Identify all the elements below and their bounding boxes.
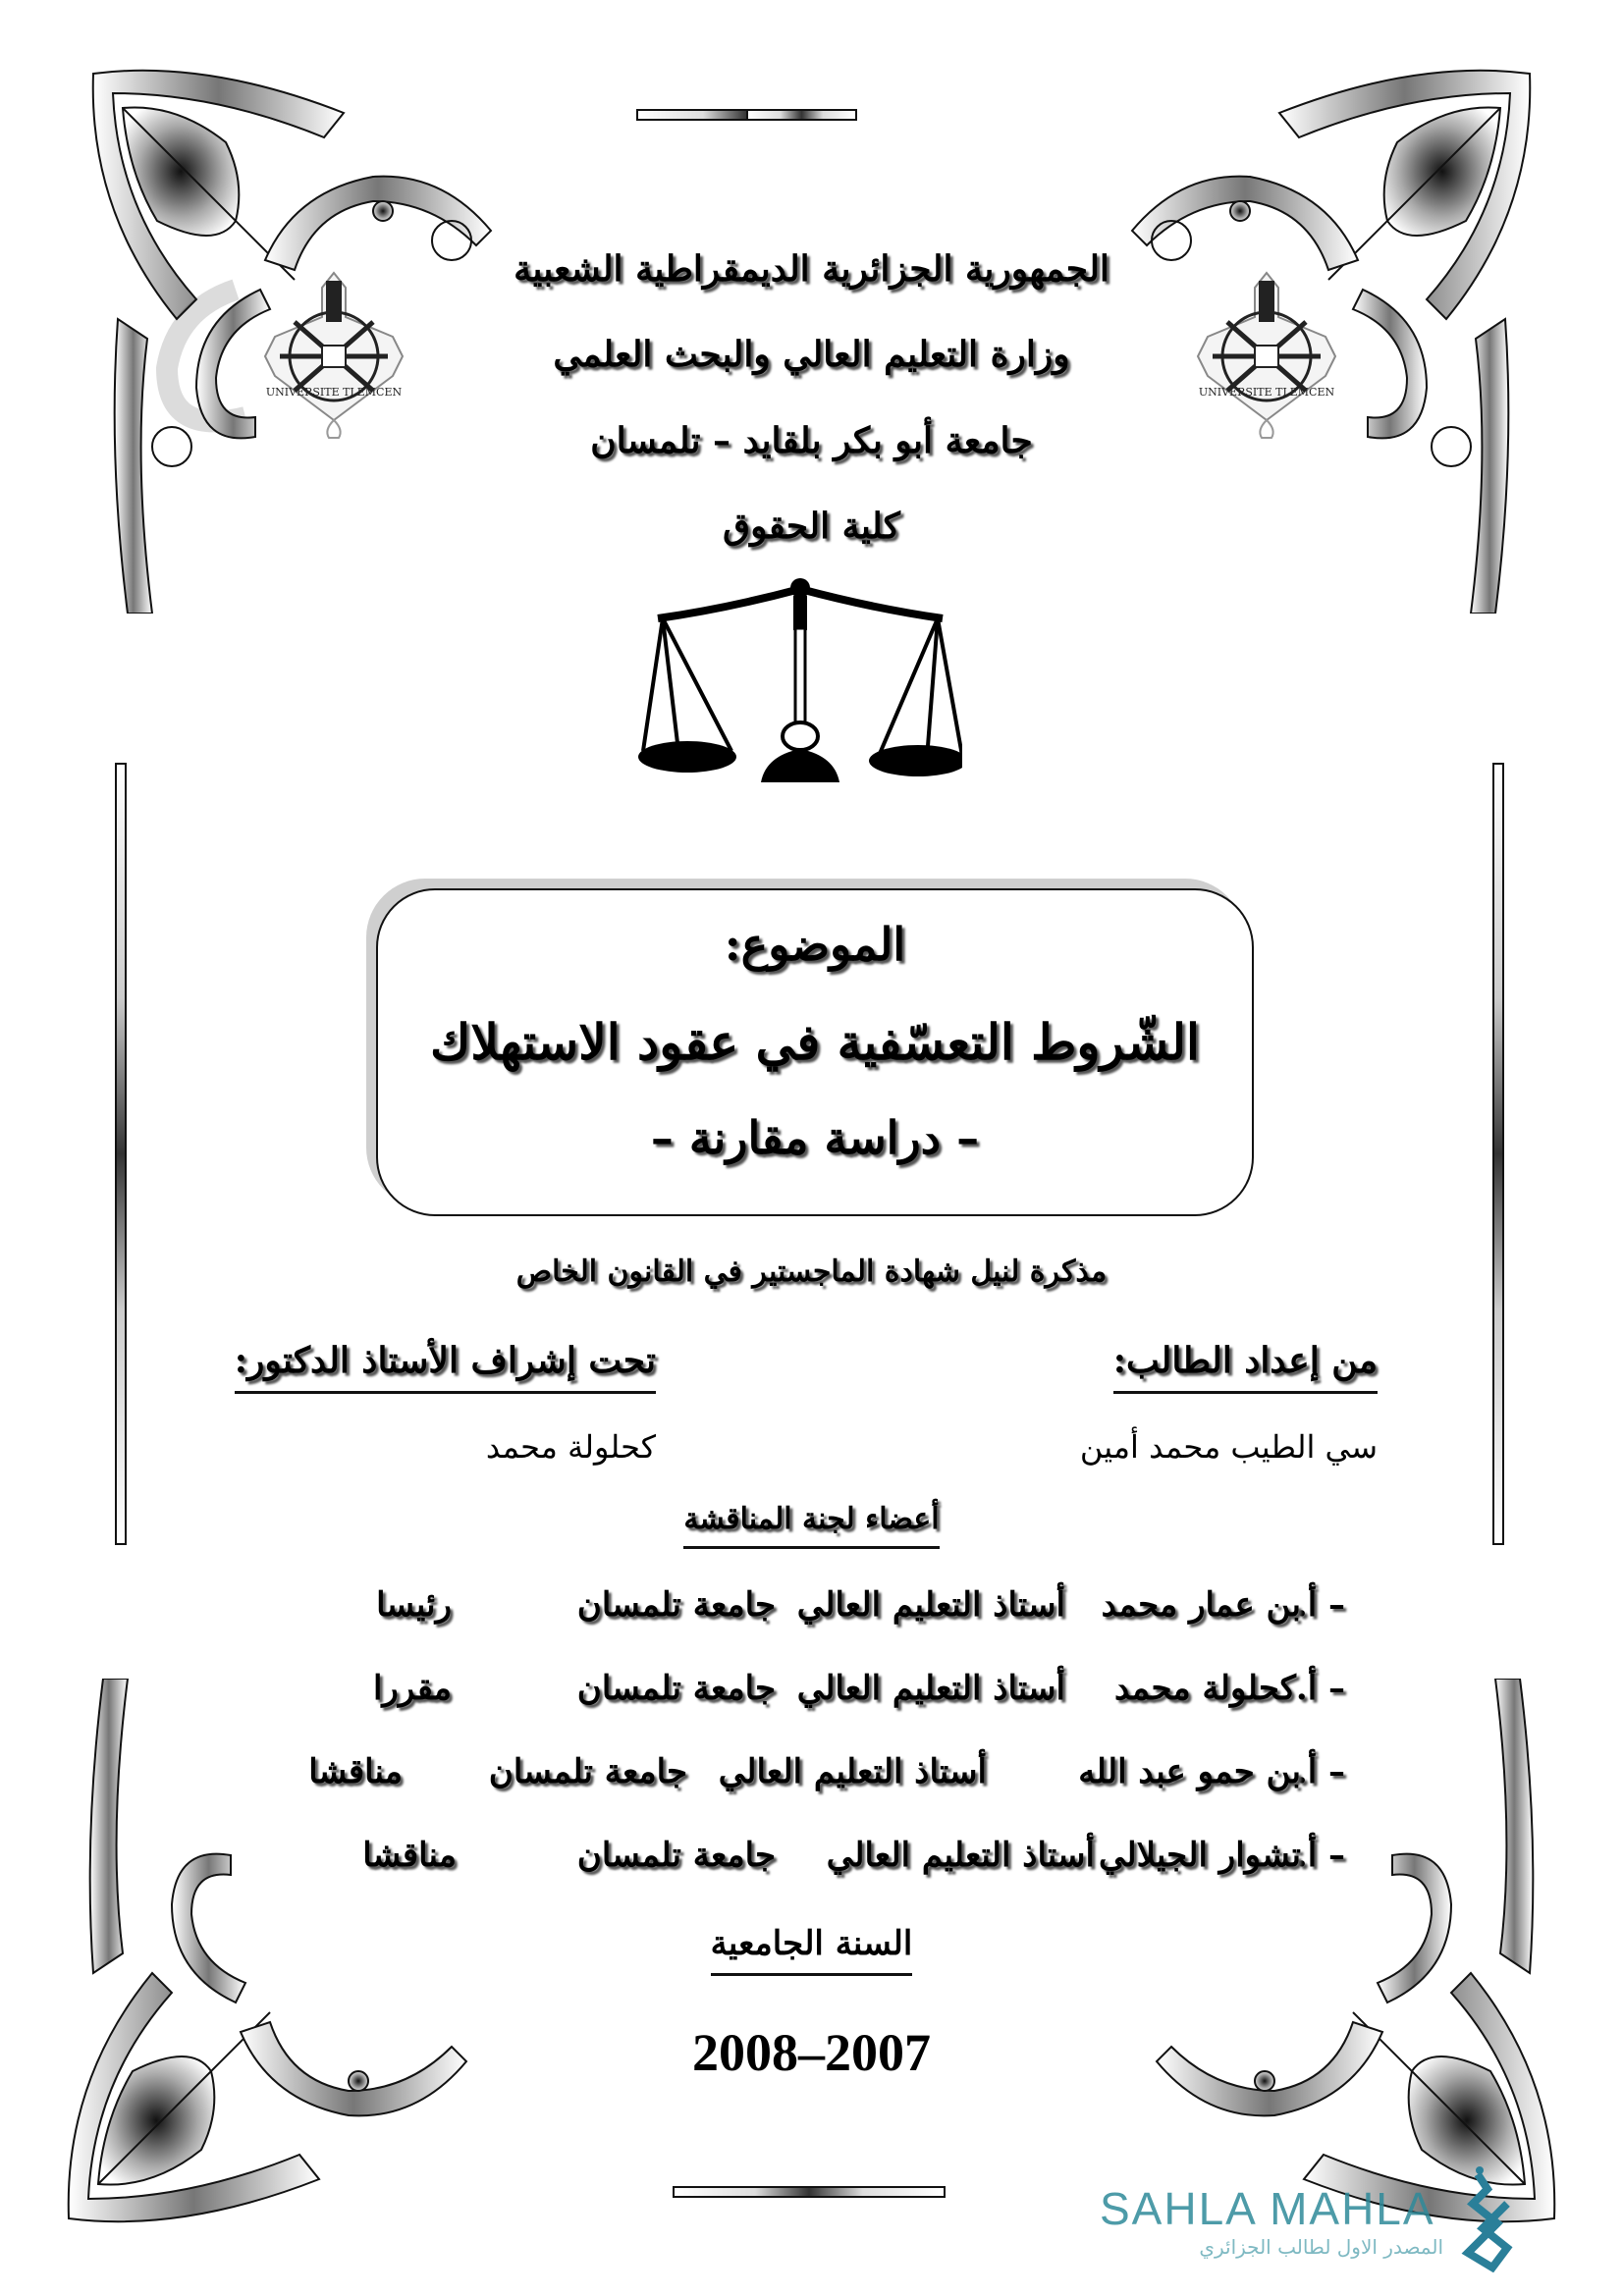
thesis-subtitle: – دراسة مقارنة – [650, 1111, 980, 1164]
subject-label: الموضوع: [724, 918, 906, 971]
member-prefix: – أ. [1295, 1585, 1345, 1625]
committee-member-row [324, 1669, 1345, 1728]
member-prefix: – أ. [1295, 1836, 1345, 1875]
member-institution: جامعة تلمسان [576, 1836, 776, 1875]
student-label-text: من إعداد الطالب: [1113, 1340, 1378, 1394]
member-rank: أستاذ التعليم العالي [796, 1585, 1065, 1625]
student-name: سي الطيب محمد أمين [1079, 1428, 1378, 1466]
committee-heading-text: أعضاء لجنة المناقشة [683, 1502, 939, 1549]
watermark-tagline: المصدر الاول لطالب الجزائري [1199, 2235, 1443, 2259]
member-rank: أستاذ التعليم العالي [718, 1752, 987, 1791]
supervisor-label-text: تحت إشراف الأستاذ الدكتور: [235, 1340, 656, 1394]
member-rank: أستاذ التعليم العالي [796, 1669, 1065, 1708]
member-name: كحلولة محمد [1113, 1669, 1296, 1708]
academic-year-label-text: السنة الجامعية [711, 1924, 913, 1976]
member-role: مناقشا [308, 1752, 403, 1791]
university-name: جامعة أبو بكر بلقايد – تلمسان [590, 420, 1033, 461]
ministry-name: وزارة التعليم العالي والبحث العلمي [553, 334, 1070, 375]
member-name: تشوار الجيلالي [1098, 1836, 1301, 1875]
student-label [1113, 1340, 1378, 1394]
frame-bar-left [115, 763, 127, 1545]
member-institution: جامعة تلمسان [488, 1752, 687, 1791]
member-name: بن عمار محمد [1101, 1585, 1301, 1625]
member-prefix: – أ. [1295, 1752, 1345, 1791]
thesis-title: الشّروط التعسّفية في عقود الاستهلاك [430, 1013, 1200, 1071]
committee-member-row [324, 1836, 1345, 1895]
member-prefix: – أ. [1295, 1669, 1345, 1708]
committee-heading [0, 1502, 1623, 1549]
watermark-brand: SAHLA MAHLA [1100, 2183, 1435, 2234]
supervisor-name: كحلولة محمد [485, 1428, 656, 1466]
supervisor-label [235, 1340, 656, 1394]
republic-name: الجمهورية الجزائرية الديمقراطية الشعبية [514, 248, 1109, 290]
member-institution: جامعة تلمسان [576, 1585, 776, 1625]
academic-year-value: 2008–2007 [692, 2023, 931, 2082]
member-role: رئيسا [376, 1585, 452, 1625]
academic-year-label [0, 1924, 1623, 1976]
committee-member-row [308, 1752, 1345, 1811]
sahla-mahla-logo-icon [1448, 2164, 1517, 2272]
frame-bar-right [1492, 763, 1504, 1545]
logo-caption: UNIVERSITE TLEMCEN [265, 386, 403, 399]
subject-box [376, 888, 1254, 1216]
member-role: مقررا [372, 1669, 452, 1708]
sahla-mahla-watermark [1090, 2145, 1620, 2292]
logo-caption: UNIVERSITE TLEMCEN [1198, 386, 1335, 399]
member-name: بن حمو عبد الله [1078, 1752, 1301, 1791]
degree-statement: مذكرة لنيل شهادة الماجستير في القانون الخاص [515, 1255, 1108, 1289]
committee-member-row [324, 1585, 1345, 1644]
scales-of-justice-icon [638, 574, 962, 785]
faculty-name: كلية الحقوق [723, 506, 900, 547]
frame-bar-bottom [673, 2186, 946, 2198]
member-institution: جامعة تلمسان [576, 1669, 776, 1708]
frame-bar-top-2 [746, 109, 857, 121]
member-rank: أستاذ التعليم العالي [826, 1836, 1095, 1875]
member-role: مناقشا [362, 1836, 457, 1875]
